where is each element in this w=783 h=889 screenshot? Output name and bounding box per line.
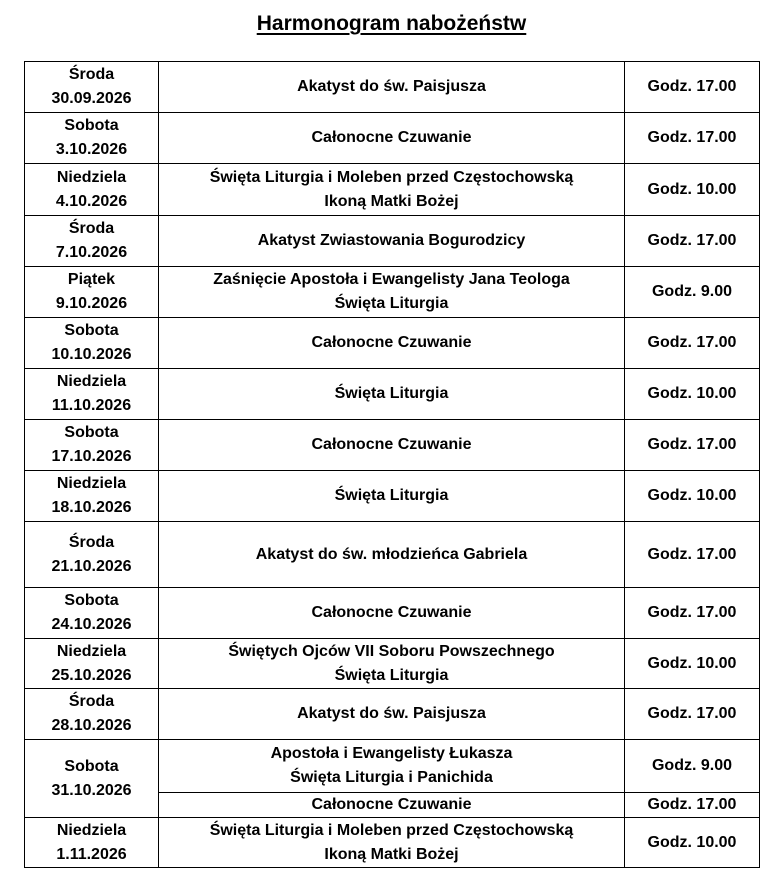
day-name: Środa — [68, 220, 115, 237]
schedule-row — [25, 588, 760, 639]
event-name: Święta Liturgia — [334, 666, 449, 684]
event-name: Święta Liturgia — [334, 487, 449, 504]
date-cell — [25, 62, 159, 113]
event-cell — [159, 471, 625, 522]
event-name: Akatyst do św. Paisjusza — [297, 705, 486, 722]
date-value: 17.10.2026 — [51, 448, 132, 465]
event-name: Całonocne Czuwanie — [311, 436, 472, 453]
event-name: Święta Liturgia — [334, 295, 449, 312]
date-cell — [25, 164, 159, 216]
schedule-row — [25, 113, 760, 164]
date-value: 3.10.2026 — [55, 141, 128, 158]
event-cell — [159, 793, 625, 818]
date-value: 18.10.2026 — [51, 499, 132, 516]
day-name: Niedziela — [56, 642, 127, 660]
date-value: 30.09.2026 — [51, 90, 132, 107]
date-cell — [25, 639, 159, 689]
event-cell — [159, 318, 625, 369]
event-name: Apostoła i Ewangelisty Łukasza — [270, 745, 513, 762]
time-cell: Godz. 17.00 — [625, 588, 760, 639]
date-cell — [25, 818, 159, 868]
day-name: Sobota — [64, 322, 119, 339]
event-name: Całonocne Czuwanie — [311, 334, 472, 351]
date-cell — [25, 113, 159, 164]
day-name: Niedziela — [56, 373, 127, 390]
event-cell — [159, 522, 625, 588]
date-value: 10.10.2026 — [51, 346, 132, 363]
event-cell — [159, 164, 625, 216]
day-name: Niedziela — [56, 821, 127, 839]
time-cell: Godz. 17.00 — [625, 689, 760, 740]
date-value: 11.10.2026 — [51, 397, 132, 414]
time-cell: Godz. 17.00 — [625, 420, 760, 471]
time-cell: Godz. 17.00 — [625, 318, 760, 369]
schedule-row — [25, 818, 760, 868]
schedule-row — [25, 689, 760, 740]
schedule-table — [24, 61, 760, 868]
date-value: 7.10.2026 — [55, 244, 128, 261]
day-name: Środa — [68, 66, 115, 83]
date-value: 28.10.2026 — [51, 717, 132, 734]
event-cell — [159, 818, 625, 868]
schedule-row — [25, 318, 760, 369]
time-cell: Godz. 17.00 — [625, 62, 760, 113]
day-name: Środa — [68, 533, 115, 551]
event-name: Świętych Ojców VII Soboru Powszechnego — [228, 642, 555, 660]
schedule-row — [25, 740, 760, 793]
date-value: 1.11.2026 — [56, 845, 127, 863]
time-cell: Godz. 10.00 — [625, 471, 760, 522]
time-cell: Godz. 17.00 — [625, 113, 760, 164]
event-name: Ikoną Matki Bożej — [324, 845, 459, 863]
date-value: 9.10.2026 — [55, 295, 128, 312]
date-value: 24.10.2026 — [51, 616, 132, 633]
schedule-body — [25, 62, 760, 868]
time-cell: Godz. 10.00 — [625, 818, 760, 868]
date-cell — [25, 471, 159, 522]
date-cell — [25, 522, 159, 588]
date-cell — [25, 740, 159, 818]
date-cell — [25, 318, 159, 369]
event-name: Święta Liturgia i Moleben przed Częstochowską — [209, 168, 574, 186]
date-cell — [25, 689, 159, 740]
day-name: Niedziela — [56, 475, 127, 492]
time-cell: Godz. 17.00 — [625, 216, 760, 267]
schedule-row — [25, 522, 760, 588]
event-cell — [159, 267, 625, 318]
schedule-row — [25, 369, 760, 420]
date-value: 31.10.2026 — [51, 781, 132, 799]
event-cell — [159, 113, 625, 164]
event-name: Całonocne Czuwanie — [311, 604, 472, 621]
event-name: Całonocne Czuwanie — [311, 796, 472, 813]
schedule-row — [25, 62, 760, 113]
day-name: Sobota — [64, 757, 119, 775]
time-cell: Godz. 10.00 — [625, 164, 760, 216]
date-value: 21.10.2026 — [51, 557, 132, 575]
time-cell: Godz. 10.00 — [625, 369, 760, 420]
event-name: Święta Liturgia — [334, 385, 449, 402]
day-name: Sobota — [64, 424, 119, 441]
event-name: Święta Liturgia i Moleben przed Częstochowską — [209, 821, 574, 839]
date-cell — [25, 267, 159, 318]
date-value: 25.10.2026 — [51, 666, 132, 684]
event-cell — [159, 216, 625, 267]
day-name: Środa — [68, 693, 115, 710]
schedule-row — [25, 420, 760, 471]
schedule-row — [25, 639, 760, 689]
event-name: Zaśnięcie Apostoła i Ewangelisty Jana Teologa — [213, 271, 570, 288]
event-cell — [159, 588, 625, 639]
time-cell: Godz. 17.00 — [625, 793, 760, 818]
event-name: Święta Liturgia i Panichida — [290, 769, 493, 786]
event-cell — [159, 369, 625, 420]
date-cell — [25, 369, 159, 420]
day-name: Piątek — [67, 271, 116, 288]
event-name: Akatyst do św. Paisjusza — [297, 78, 486, 95]
event-cell — [159, 689, 625, 740]
date-cell — [25, 588, 159, 639]
date-cell — [25, 420, 159, 471]
time-cell: Godz. 9.00 — [625, 740, 760, 793]
event-name: Akatyst do św. młodzieńca Gabriela — [255, 545, 528, 563]
day-name: Niedziela — [56, 168, 127, 186]
date-cell — [25, 216, 159, 267]
event-cell — [159, 420, 625, 471]
day-name: Sobota — [64, 117, 119, 134]
event-cell — [159, 740, 625, 793]
schedule-row — [25, 267, 760, 318]
date-value: 4.10.2026 — [55, 192, 128, 210]
event-cell — [159, 639, 625, 689]
schedule-row — [25, 164, 760, 216]
event-name: Całonocne Czuwanie — [311, 129, 472, 146]
time-cell: Godz. 17.00 — [625, 522, 760, 588]
page-title: Harmonogram nabożeństw — [256, 12, 527, 35]
event-name: Ikoną Matki Bożej — [324, 192, 459, 210]
event-cell — [159, 62, 625, 113]
day-name: Sobota — [64, 592, 119, 609]
schedule-row — [25, 216, 760, 267]
schedule-row — [25, 471, 760, 522]
time-cell: Godz. 10.00 — [625, 639, 760, 689]
event-name: Akatyst Zwiastowania Bogurodzicy — [257, 232, 526, 249]
time-cell: Godz. 9.00 — [625, 267, 760, 318]
